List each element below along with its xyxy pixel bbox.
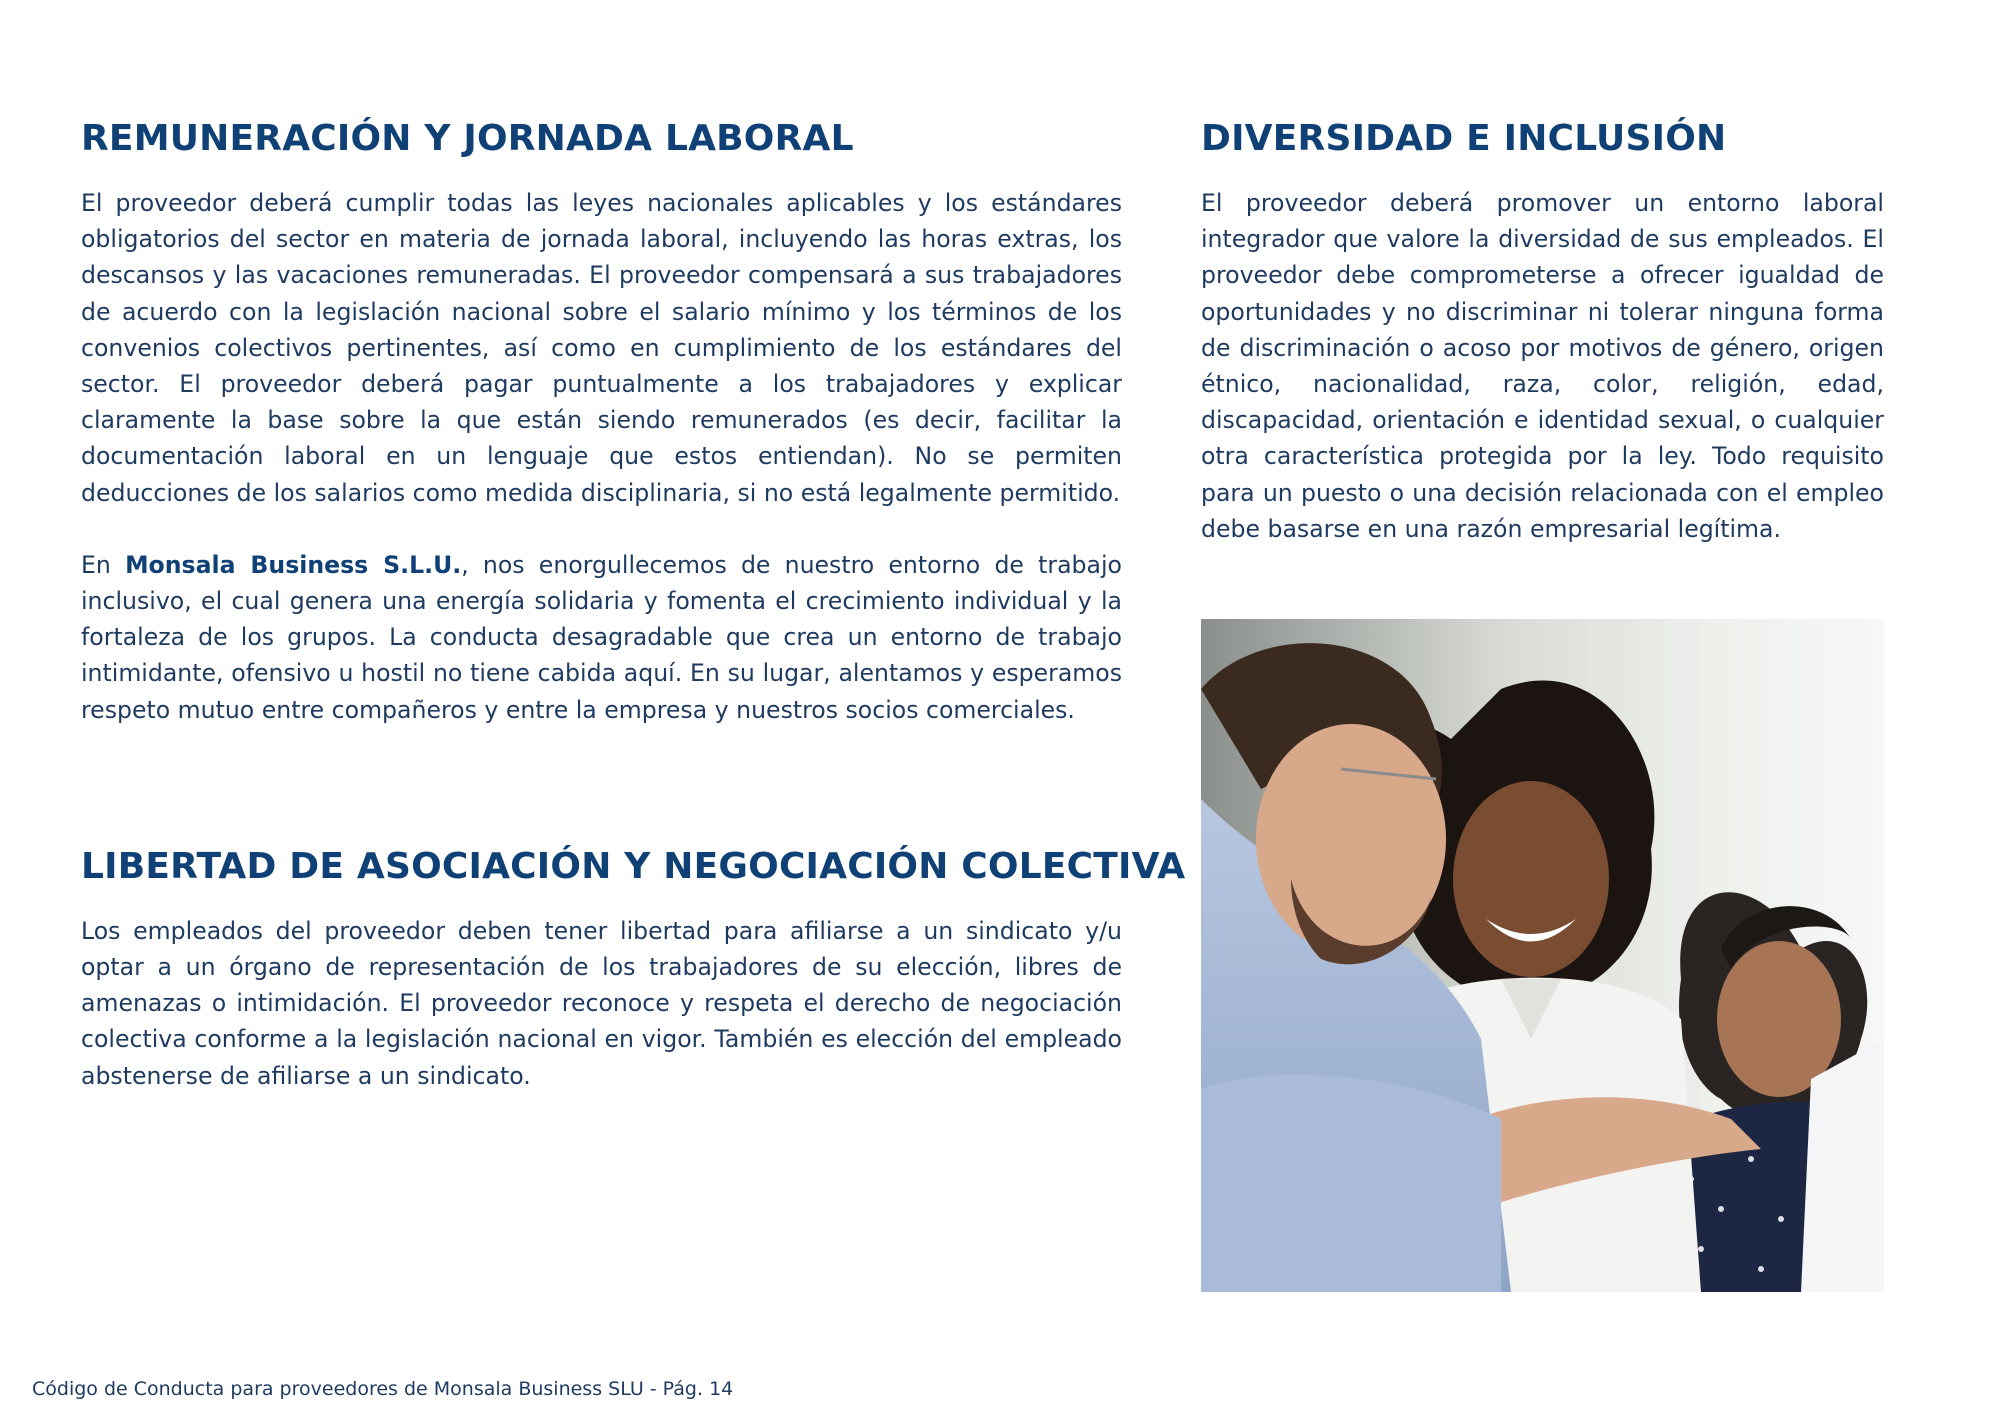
paragraph-rest: , nos enorgullecemos de nuestro entorno de trabajo inclusivo, el cual genera una energía solidaria y fomenta el crecimiento individual y la fortaleza de los grupos. La conducta desagradable que crea un entorno de trabajo intimidante, ofensivo u hostil no tiene cabida aquí. En su lugar, alentamos y esperamos respeto mutuo entre compañeros y entre la empresa y nuestros socios comerciales.	[81, 550, 1122, 724]
remuneracion-heading: REMUNERACIÓN Y JORNADA LABORAL	[81, 118, 854, 159]
diversidad-heading: DIVERSIDAD E INCLUSIÓN	[1201, 118, 1727, 159]
company-name: Monsala Business S.L.U.	[125, 550, 462, 579]
diversidad-paragraph: El proveedor deberá promover un entorno laboral integrador que valore la diversidad de sus empleados. El proveedor debe comprometerse a ofrecer igualdad de oportunidades y no discriminar ni tolerar ninguna forma de discriminación o acoso por motivos de género, origen étnico, nacionalidad, raza, color, religión, edad, discapacidad, orientación e identidad sexual, o cualquier otra característica protegida por la ley. Todo requisito para un puesto o una decisión relacionada con el empleo debe basarse en una razón empresarial legítima.	[1201, 189, 1884, 543]
paragraph-prefix: En	[81, 550, 126, 579]
libertad-section	[81, 845, 1186, 1094]
left-column	[81, 118, 1186, 1094]
right-column	[1201, 118, 1884, 547]
libertad-heading: LIBERTAD DE ASOCIACIÓN Y NEGOCIACIÓN COLECTIVA	[81, 845, 1186, 887]
libertad-paragraph: Los empleados del proveedor deben tener libertad para afiliarse a un sindicato y/u optar a un órgano de representación de los trabajadores de su elección, libres de amenazas o intimidación. El proveedor reconoce y respeta el derecho de negociación colectiva conforme a la legislación nacional en vigor. También es elección del empleado abstenerse de afiliarse a un sindicato.	[81, 916, 1122, 1090]
remuneracion-paragraph: El proveedor deberá cumplir todas las leyes nacionales aplicables y los estándares obligatorios del sector en materia de jornada laboral, incluyendo las horas extras, los descansos y las vacaciones remuneradas. El proveedor compensará a sus trabajadores de acuerdo con la legislación nacional sobre el salario mínimo y los términos de los convenios colectivos pertinentes, así como en cumplimiento de los estándares del sector. El proveedor deberá pagar puntualmente a los trabajadores y explicar claramente la base sobre la que están siendo remunerados (es decir, facilitar la documentación laboral en un lenguaje que estos entiendan). No se permiten deducciones de los salarios como medida disciplinaria, si no está legalmente permitido.	[81, 189, 1122, 507]
team-photo	[1201, 619, 1884, 1292]
inclusive-environment-paragraph	[81, 547, 1122, 728]
page-footer: Código de Conducta para proveedores de Monsala Business SLU - Pág. 14	[32, 1378, 734, 1400]
